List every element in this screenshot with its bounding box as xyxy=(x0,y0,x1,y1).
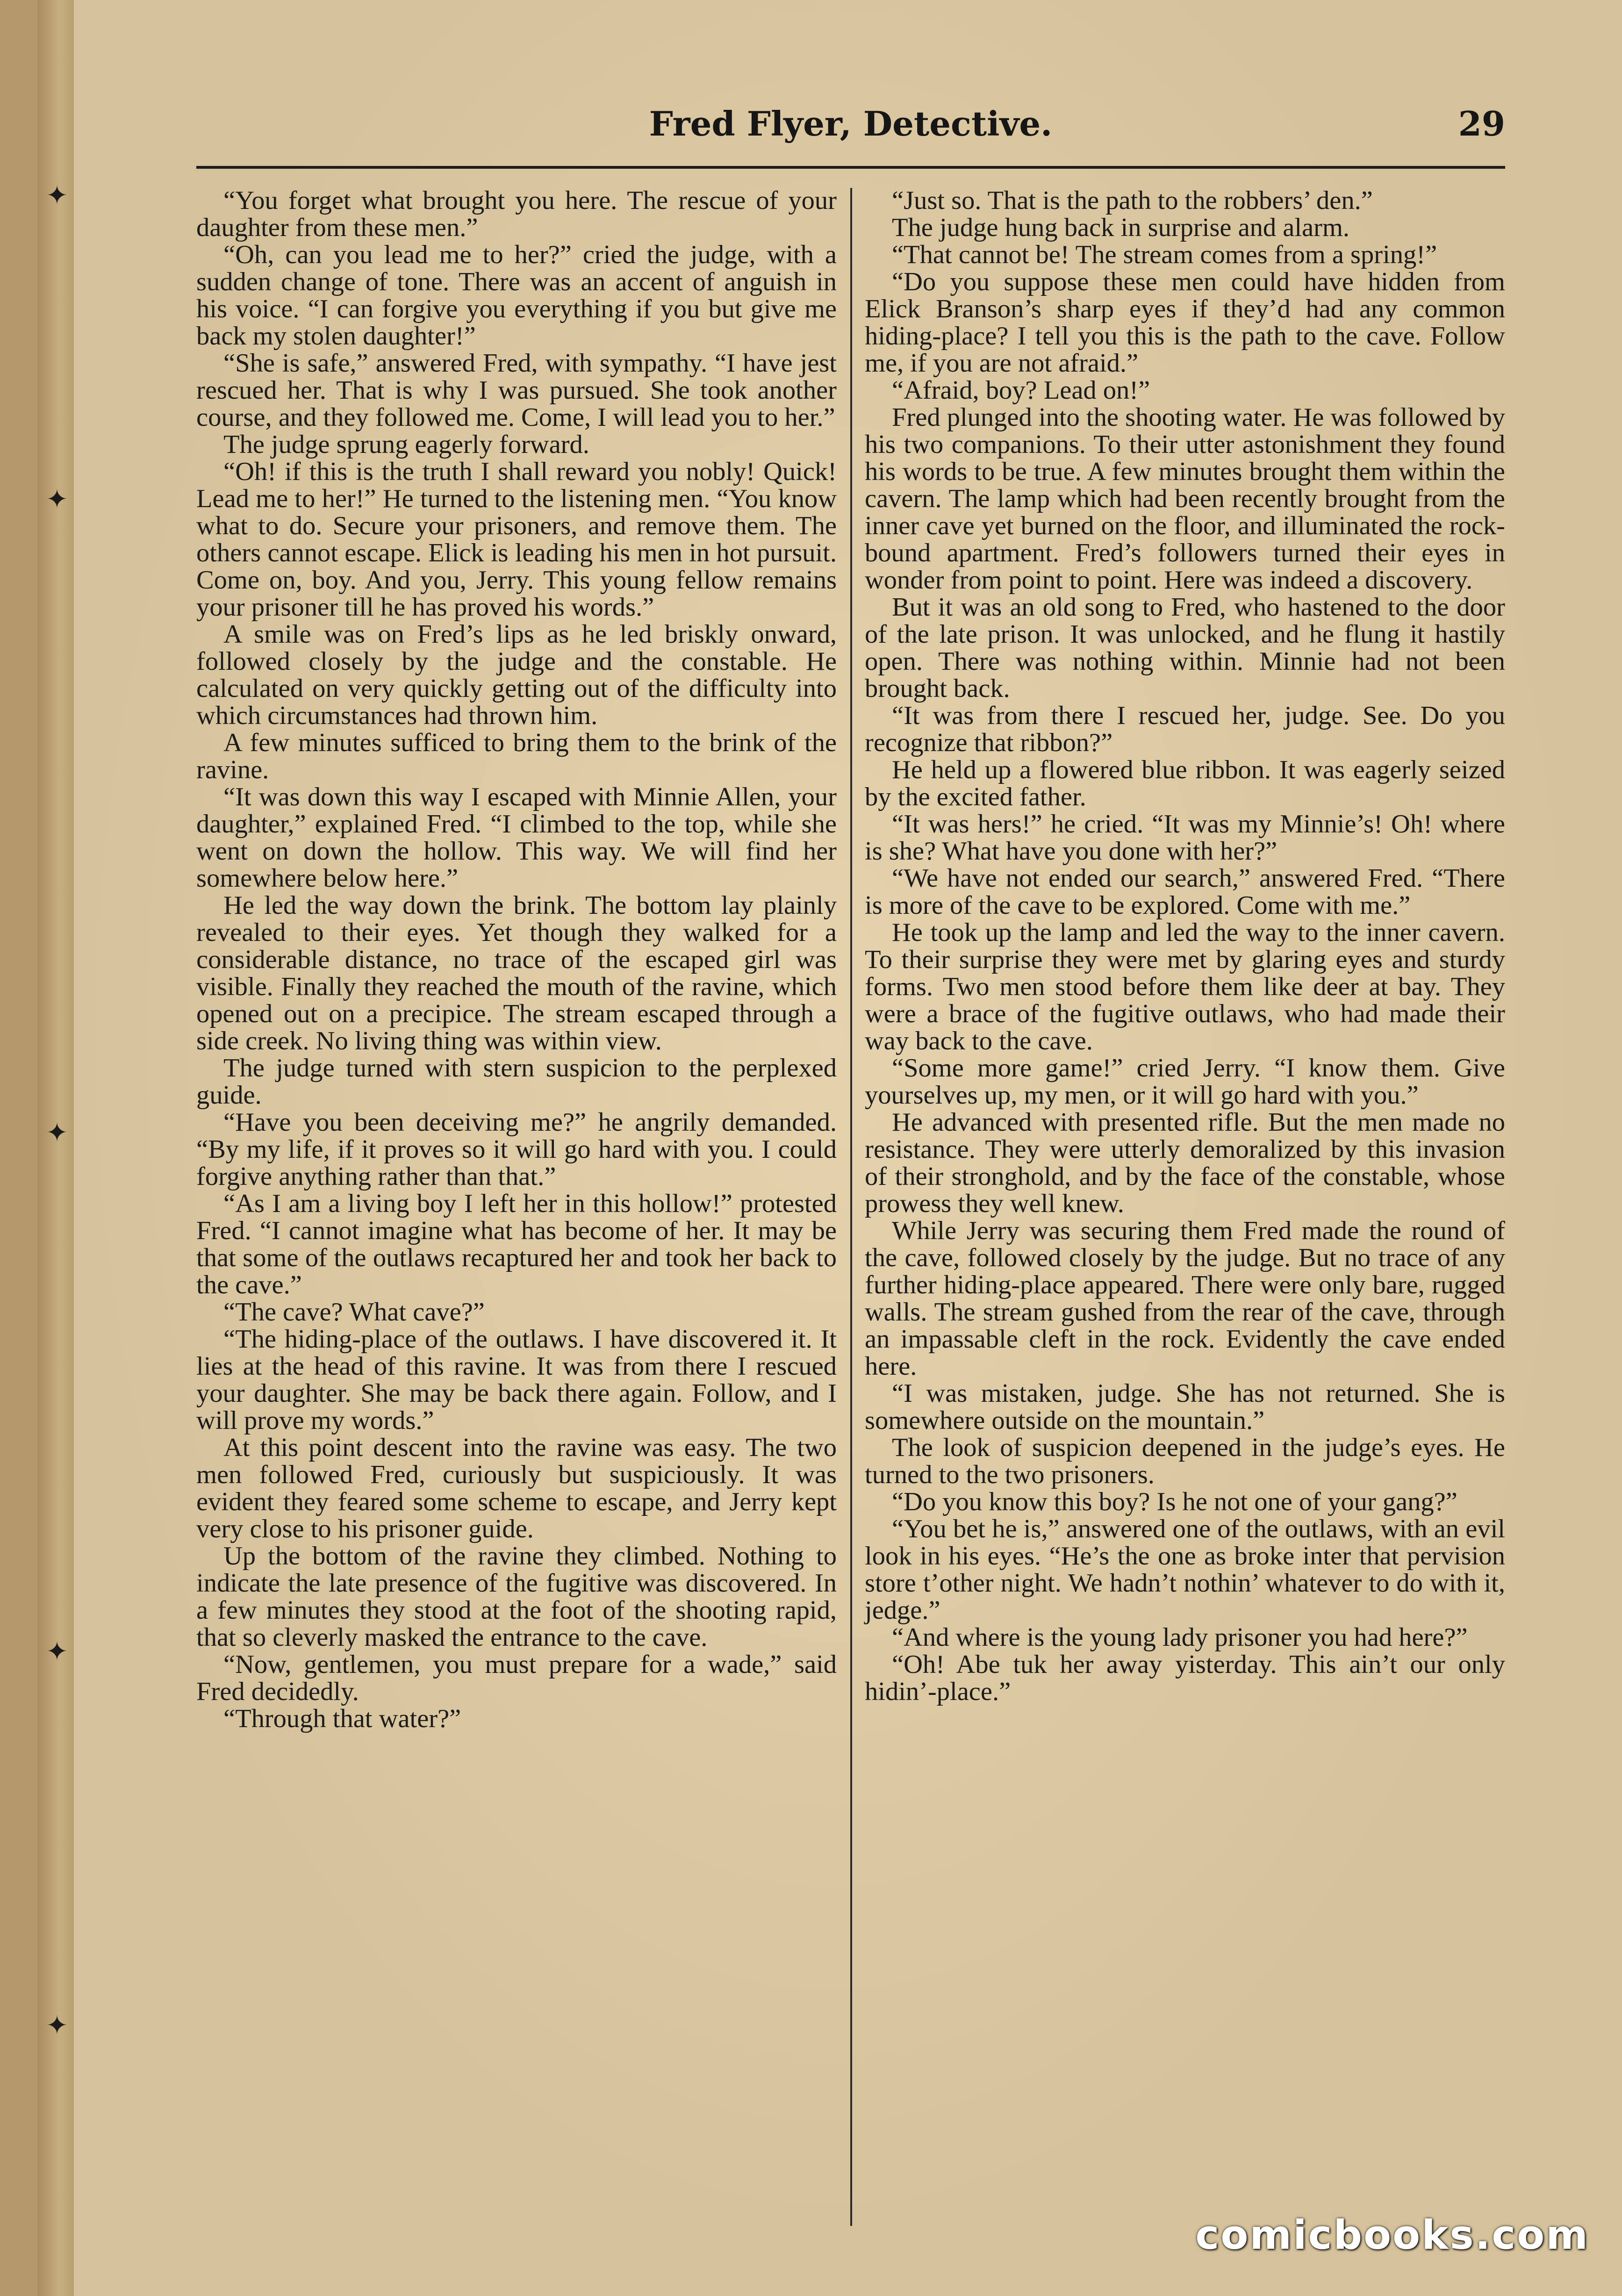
paragraph: He held up a flowered blue ribbon. It was eagerly seized by the excited father. xyxy=(865,755,1505,811)
paragraph: “She is safe,” answered Fred, with sympathy. “I have jest rescued her. That is why I was pursued. She took another course, and they followed me. Come, I will lead you to her.” xyxy=(196,349,837,432)
paragraph: The judge hung back in surprise and alarm. xyxy=(892,213,1350,242)
binding-stitch-icon: ✦ xyxy=(46,1118,68,1148)
binding-stitch-icon: ✦ xyxy=(46,180,68,211)
paragraph: “Some more game!” cried Jerry. “I know them. Give yourselves up, my men, or it will go hard with you.” xyxy=(865,1054,1505,1110)
header-rule xyxy=(196,166,1505,169)
paragraph: “You bet he is,” answered one of the outlaws, with an evil look in his eyes. “He’s the one as broke inter that pervision store t’other night. We hadn’t nothin’ whatever to do with it, jedge.” xyxy=(865,1514,1505,1625)
watermark: comicbooks.com xyxy=(1195,2212,1589,2259)
page-number: 29 xyxy=(1458,104,1505,144)
paragraph: “Have you been deceiving me?” he angrily demanded. “By my life, if it proves so it will go hard with you. I could forgive anything rather than that.” xyxy=(196,1108,837,1191)
paragraph: “Oh! if this is the truth I shall reward you nobly! Quick! Lead me to her!” He turned to the listening men. “You know what to do. Secure your prisoners, and remove them. The others cannot escape. Elick is leading his men in hot pursuit. Come on, boy. And you, Jerry. This young fellow remains your prisoner till he has proved his words.” xyxy=(196,457,837,622)
paragraph: “It was from there I rescued her, judge. See. Do you recognize that ribbon?” xyxy=(865,701,1505,757)
paragraph: “You forget what brought you here. The rescue of your daughter from these men.” xyxy=(196,186,837,242)
binding-stitch-icon: ✦ xyxy=(46,2010,68,2041)
paragraph: Up the bottom of the ravine they climbed. Nothing to indicate the late presence of the fugitive was discovered. In a few minutes they stood at the foot of the shooting rapid, that so cleverly masked the entrance to the cave. xyxy=(196,1542,837,1652)
page-spine xyxy=(37,0,74,2296)
left-column xyxy=(196,187,837,1732)
paragraph: The judge turned with stern suspicion to the perplexed guide. xyxy=(196,1054,837,1110)
running-title: Fred Flyer, Detective. xyxy=(649,104,1053,144)
paragraph: But it was an old song to Fred, who hastened to the door of the late prison. It was unlocked, and he flung it hastily open. There was nothing within. Minnie had not been brought back. xyxy=(865,593,1505,703)
paragraph: “We have not ended our search,” answered Fred. “There is more of the cave to be explored. Come with me.” xyxy=(865,864,1505,920)
paragraph: “The hiding-place of the outlaws. I have discovered it. It lies at the head of this ravine. It was from there I rescued your daughter. She may be back there again. Follow, and I will prove my words.” xyxy=(196,1325,837,1435)
paragraph: At this point descent into the ravine was easy. The two men followed Fred, curiously but suspiciously. It was evident they feared some scheme to escape, and Jerry kept very close to his prisoner guide. xyxy=(196,1433,837,1543)
paragraph: “Do you know this boy? Is he not one of your gang?” xyxy=(892,1487,1457,1516)
paragraph: “It was hers!” he cried. “It was my Minnie’s! Oh! where is she? What have you done with her?” xyxy=(865,810,1505,866)
paragraph: “The cave? What cave?” xyxy=(223,1298,485,1327)
column-divider xyxy=(850,188,852,2226)
right-column xyxy=(865,187,1505,1705)
paragraph: “Oh, can you lead me to her?” cried the judge, with a sudden change of tone. There was an accent of anguish in his voice. “I can forgive you everything if you but give me back my stolen daughter!” xyxy=(196,240,837,351)
paragraph: He led the way down the brink. The bottom lay plainly revealed to their eyes. Yet though they walked for a considerable distance, no trace of the escaped girl was visible. Finally they reached the mouth of the ravine, which opened out on a precipice. The stream escaped through a side creek. No living thing was within view. xyxy=(196,891,837,1055)
paragraph: “I was mistaken, judge. She has not returned. She is somewhere outside on the mountain.” xyxy=(865,1379,1505,1435)
paragraph: A few minutes sufficed to bring them to the brink of the ravine. xyxy=(196,728,837,784)
page-header xyxy=(196,104,1505,155)
paragraph: “That cannot be! The stream comes from a spring!” xyxy=(892,240,1437,269)
binding-stitch-icon: ✦ xyxy=(46,484,68,515)
paragraph: “Through that water?” xyxy=(223,1704,461,1733)
paragraph: “And where is the young lady prisoner you had here?” xyxy=(892,1623,1468,1652)
paragraph: While Jerry was securing them Fred made the round of the cave, followed closely by the judge. But no trace of any further hiding-place appeared. There were only bare, rugged walls. The stream gushed from the rear of the cave, through an impassable cleft in the rock. Evidently the cave ended here. xyxy=(865,1216,1505,1381)
paragraph: The judge sprung eagerly forward. xyxy=(223,430,589,459)
paragraph: “Just so. That is the path to the robbers’ den.” xyxy=(892,186,1373,215)
paragraph: Fred plunged into the shooting water. He was followed by his two companions. To their utter astonishment they found his words to be true. A few minutes brought them within the cavern. The lamp which had been recently brought from the inner cave yet burned on the floor, and illuminated the rock-bound apartment. Fred’s followers turned their eyes in wonder from point to point. Here was indeed a discovery. xyxy=(865,403,1505,595)
binding-stitch-icon: ✦ xyxy=(46,1636,68,1667)
paragraph: “Do you suppose these men could have hidden from Elick Branson’s sharp eyes if they’d had any common hiding-place? I tell you this is the path to the cave. Follow me, if you are not afraid.” xyxy=(865,267,1505,378)
paragraph: “Oh! Abe tuk her away yisterday. This ain’t our only hidin’-place.” xyxy=(865,1650,1505,1706)
paragraph: “As I am a living boy I left her in this hollow!” protested Fred. “I cannot imagine what has become of her. It may be that some of the outlaws recaptured her and took her back to the cave.” xyxy=(196,1189,837,1299)
paragraph: “Now, gentlemen, you must prepare for a wade,” said Fred decidedly. xyxy=(196,1650,837,1706)
paragraph: The look of suspicion deepened in the judge’s eyes. He turned to the two prisoners. xyxy=(865,1433,1505,1489)
paragraph: “It was down this way I escaped with Minnie Allen, your daughter,” explained Fred. “I climbed to the top, while she went on down the hollow. This way. We will find her somewhere below here.” xyxy=(196,782,837,893)
paragraph: He advanced with presented rifle. But the men made no resistance. They were utterly demoralized by this invasion of their stronghold, and by the face of the constable, whose prowess they well knew. xyxy=(865,1108,1505,1218)
paragraph: “Afraid, boy? Lead on!” xyxy=(892,376,1150,405)
paragraph: He took up the lamp and led the way to the inner cavern. To their surprise they were met by glaring eyes and sturdy forms. Two men stood before them like deer at bay. They were a brace of the fugitive outlaws, who had made their way back to the cave. xyxy=(865,918,1505,1055)
paragraph: A smile was on Fred’s lips as he led briskly onward, followed closely by the judge and the constable. He calculated on very quickly getting out of the difficulty into which circumstances had thrown him. xyxy=(196,620,837,730)
